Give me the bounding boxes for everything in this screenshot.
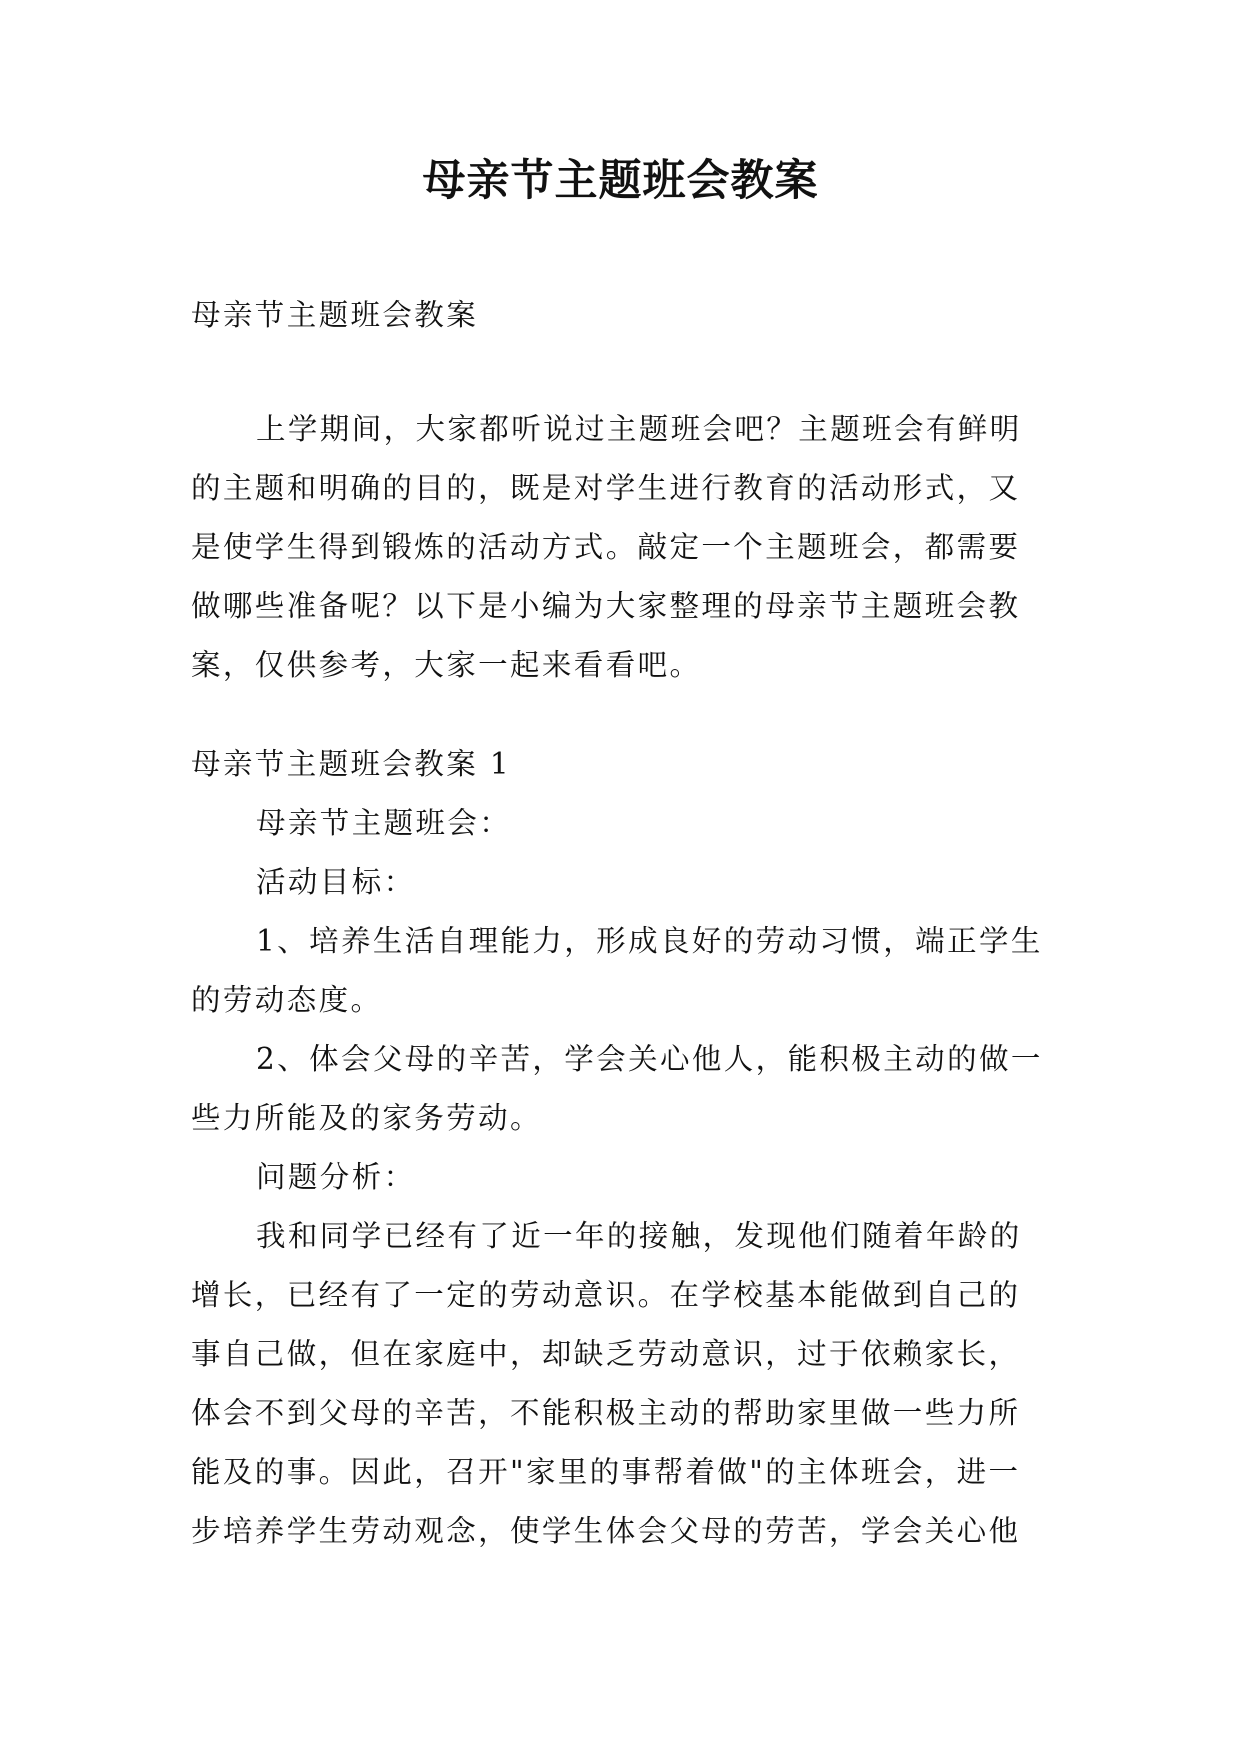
section-heading: 母亲节主题班会教案 1 [191,747,512,781]
document-title: 母亲节主题班会教案 [422,156,819,206]
activity-goal-item-2: 2、体会父母的辛苦，学会关心他人，能积极主动的做一些力所能及的家务劳动。 [191,1042,1043,1135]
class-meeting-heading: 母亲节主题班会： [256,806,512,840]
activity-goal-heading: 活动目标： [256,865,416,899]
problem-analysis-heading: 问题分析： [256,1160,416,1194]
problem-analysis-paragraph: 我和同学已经有了近一年的接触，发现他们随着年龄的增长，已经有了一定的劳动意识。在学校基本能做到自己的事自己做，但在家庭中，却缺乏劳动意识，过于依赖家长，体会不到父母的辛苦，不能积极主动的帮助家里做一些力所能及的事。因此，召开"家里的事帮着做"的主体班会，进一步培养学生劳动观念，使学生体会父母的劳苦，学会关心他 [191,1219,1022,1548]
document-subtitle: 母亲节主题班会教案 [191,298,479,332]
intro-paragraph: 上学期间，大家都听说过主题班会吧？主题班会有鲜明的主题和明确的目的，既是对学生进行教育的活动形式，又是使学生得到锻炼的活动方式。敲定一个主题班会，都需要做哪些准备呢？以下是小编为大家整理的母亲节主题班会教案，仅供参考，大家一起来看看吧。 [191,412,1022,682]
activity-goal-item-1: 1、培养生活自理能力，形成良好的劳动习惯，端正学生的劳动态度。 [191,924,1043,1017]
